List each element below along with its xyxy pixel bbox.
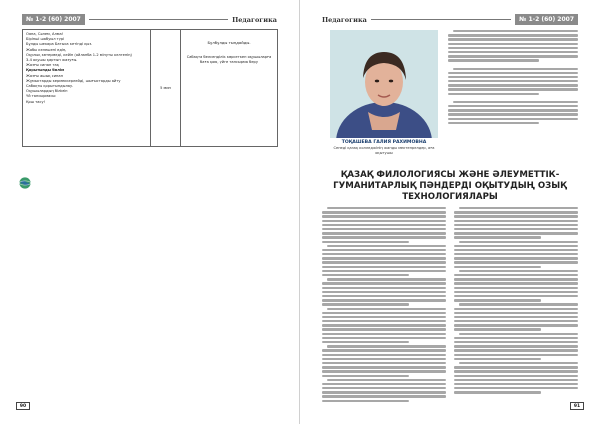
table-line: Жазғы ашық сипап [26, 73, 63, 78]
text-line [454, 370, 578, 372]
abstract-paragraph [448, 101, 578, 124]
text-line [459, 303, 578, 305]
right-page [300, 0, 600, 424]
text-line [454, 249, 578, 251]
text-line [322, 291, 446, 293]
issue-label: № 1-2 (60) 2007 [22, 14, 85, 25]
text-line [322, 282, 446, 284]
title-line: ҚАЗАҚ ФИЛОЛОГИЯСЫ ЖӘНЕ ӘЛЕУМЕТТІК- [340, 170, 560, 180]
table-line: Оқулық көтермеді, кейін (ойланба 1-2 мінуты келгенің) [26, 52, 132, 57]
text-line [322, 312, 446, 314]
article-body [322, 207, 578, 395]
text-line [454, 391, 541, 393]
text-line [322, 257, 446, 259]
table-line: Қош тасу! [26, 99, 46, 104]
text-line [322, 324, 446, 326]
text-line [454, 291, 578, 293]
text-line [322, 261, 446, 263]
abstract-paragraph [448, 30, 578, 62]
author-photo [330, 30, 438, 138]
right-page-header [322, 14, 578, 25]
lesson-plan-table [22, 29, 278, 147]
text-line [454, 220, 578, 222]
text-line [454, 236, 541, 238]
table-line: Жұмыстарды кермеккерлейді, шығыстарды айту [26, 78, 121, 83]
text-line [322, 370, 446, 372]
time-cell: 5 мин [160, 86, 171, 90]
text-line [454, 253, 578, 255]
text-line [454, 375, 578, 377]
text-line [322, 249, 446, 251]
text-line [322, 395, 446, 397]
text-line [322, 387, 446, 389]
article-column-2 [454, 207, 578, 395]
text-line [322, 270, 446, 272]
text-line [322, 375, 409, 377]
text-line [454, 345, 578, 347]
table-col-time [151, 30, 181, 146]
table-line: Ояна, Сәлем, Алма! [26, 32, 64, 36]
text-line [322, 328, 446, 330]
text-line [454, 287, 578, 289]
text-line [454, 341, 578, 343]
text-line [322, 287, 446, 289]
text-line [459, 270, 578, 272]
text-line [454, 245, 578, 247]
author-role: Сенеді қазақ колледжінің жанды мектепрелдер, аға оқытушы [333, 146, 435, 155]
text-line [322, 337, 446, 339]
text-line [459, 207, 578, 209]
text-line [459, 241, 578, 243]
article-title [322, 170, 578, 203]
table-line: Жабы келешені едің. [26, 47, 67, 52]
header-rule [371, 19, 511, 20]
text-line [454, 295, 578, 297]
text-line [454, 274, 578, 276]
text-line [322, 224, 446, 226]
text-line [454, 379, 578, 381]
left-page-header [22, 14, 277, 25]
text-line [322, 362, 446, 364]
page-number-right: 91 [570, 402, 584, 410]
text-line [327, 278, 446, 280]
text-line [322, 354, 446, 356]
text-line [454, 228, 578, 230]
issue-label: № 1-2 (60) 2007 [515, 14, 578, 25]
text-line [454, 312, 578, 314]
text-line [454, 366, 578, 368]
text-line [322, 358, 446, 360]
author-name: ТОҚАШЕВА ГАЛИЯ РАХИМОВНА [341, 140, 427, 145]
table-line: 3-4 оқушы қартын жазуғы. [26, 58, 78, 63]
text-line [322, 253, 446, 255]
text-line [322, 274, 409, 276]
text-line [322, 333, 446, 335]
abstract [448, 30, 578, 126]
text-line [454, 337, 578, 339]
text-line [322, 299, 446, 301]
text-line [454, 358, 541, 360]
text-line [322, 383, 446, 385]
table-line: Бірінші шабуыл түрі [26, 37, 65, 42]
title-line: ГУМАНИТАРЛЫҚ ПӘНДЕРДІ ОҚЫТУДЫҢ ОЗЫҚ [333, 181, 567, 191]
text-line [322, 320, 446, 322]
abstract-paragraph [448, 68, 578, 96]
text-line [322, 349, 446, 351]
table-line: Бұлды шекара Батыса кетінді қыз. [26, 42, 93, 47]
text-line [454, 278, 578, 280]
text-line [322, 316, 446, 318]
activity-cell-1: Бұлбұлды тыңдайды. [207, 40, 251, 45]
text-line [454, 261, 578, 263]
journal-brand: Педагогика [322, 15, 367, 24]
header-rule [89, 19, 228, 20]
text-line [322, 266, 446, 268]
text-line [322, 241, 409, 243]
text-line [454, 257, 578, 259]
activity-cell-2: Сабақта белсенділік көрсеткен оқушыларға баға қою, үйге тапсырма беру [186, 55, 272, 64]
text-line [454, 308, 578, 310]
table-line: Қорытынды бөлім [26, 68, 65, 73]
text-line [322, 366, 446, 368]
text-line [322, 211, 446, 213]
text-line [454, 299, 541, 301]
text-line [454, 387, 578, 389]
text-line [454, 211, 578, 213]
text-line [322, 220, 446, 222]
text-line [322, 232, 446, 234]
text-line [454, 282, 578, 284]
title-line: ТЕХНОЛОГИЯЛАРЫ [402, 192, 498, 202]
text-line [322, 295, 446, 297]
table-line: Жазғы сипап тақ [26, 63, 59, 68]
text-line [454, 266, 541, 268]
journal-brand: Педагогика [232, 15, 277, 24]
text-line [322, 228, 446, 230]
text-line [327, 308, 446, 310]
table-line: Үй тапсырмасы: [26, 94, 57, 99]
table-col-activity [181, 30, 277, 146]
text-line [327, 207, 446, 209]
page-number-left: 90 [16, 402, 30, 410]
table-line: Сабақты қорытындылау. [26, 84, 74, 89]
text-line [454, 320, 578, 322]
author-portrait-icon [330, 30, 438, 138]
text-line [327, 245, 446, 247]
text-line [322, 236, 446, 238]
text-line [454, 215, 578, 217]
globe-logo-icon [18, 176, 32, 190]
text-line [454, 324, 578, 326]
text-line [454, 354, 578, 356]
text-line [454, 383, 578, 385]
text-line [459, 333, 578, 335]
text-line [327, 345, 446, 347]
text-line [454, 328, 541, 330]
table-col-steps [23, 30, 151, 146]
text-line [459, 362, 578, 364]
text-line [454, 316, 578, 318]
text-line [454, 224, 578, 226]
text-line [327, 379, 446, 381]
article-column-1 [322, 207, 446, 395]
text-line [322, 303, 409, 305]
text-line [454, 349, 578, 351]
text-line [322, 215, 446, 217]
text-line [454, 232, 578, 234]
author-caption [330, 140, 438, 156]
text-line [322, 400, 409, 402]
text-line [322, 391, 446, 393]
table-line: Оқушылардың білімін [26, 89, 68, 94]
text-line [322, 341, 409, 343]
